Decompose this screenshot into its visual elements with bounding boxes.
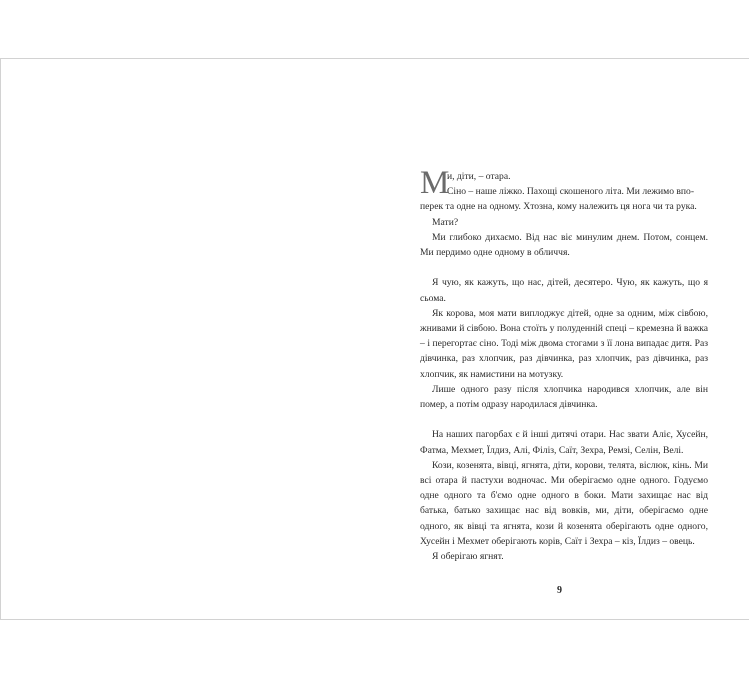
paragraph: Кози, козенята, вівці, ягнята, діти, корови, телята, віслюк, кінь. Ми всі отара й пастухи водночас. Ми оберігаємо одне одного. Годуємо одне одного та б'ємо одне одного в боки. Мати захищає нас від батька, батько захищає нас від вовків, ми, діти, оберігаємо одне одного, як вівці та ягнята, кози й козенята оберігають одне одного, Хусейн і Мехмет оберігають корів, Саїт і Зехра – кіз, Їлдиз – овець. (420, 459, 708, 547)
drop-cap: М (420, 165, 450, 201)
section-break (420, 260, 708, 275)
paragraph: Я оберігаю ягнят. (432, 551, 504, 563)
section-break (420, 412, 708, 427)
paragraph: Мати? (432, 216, 459, 228)
paragraph: Як корова, моя мати виплоджує дітей, одне за одним, між сівбою, жнивами й сівбою. Вона стоїть у полуденній спеці – кремезна й важка – і перегортає сіно. Тоді між двома стогами з її лона випадає дитя. Раз дівчинка, раз хлопчик, раз дівчинка, раз хлопчик, раз дівчинка, раз хлопчик, як намистини на мотузку. (420, 307, 708, 380)
opening-text: и, діти, – отара. (447, 171, 511, 182)
page-text (420, 165, 708, 564)
paragraph: Лише одного разу після хлопчика народився хлопчик, але він помер, а потім одразу народилася дівчинка. (420, 383, 708, 411)
paragraph: перек та одне на одному. Хтозна, кому належить ця нога чи та рука. (420, 201, 697, 213)
paragraph: На наших пагорбах є й інші дитячі отари. Нас звати Аліє, Хусейн, Фатма, Мехмет, Їлдиз, Алі, Філіз, Саїт, Зехра, Ремзі, Селін, Велі. (420, 429, 708, 456)
paragraph: Я чую, як кажуть, що нас, дітей, десятеро. Чую, як кажуть, що я сьома. (420, 277, 708, 304)
paragraph-line: Сіно – наше ліжко. Пахощі скошеного літа. Ми лежимо впо- (447, 186, 695, 198)
page-number: 9 (557, 585, 562, 596)
paragraph: Ми глибоко дихаємо. Від нас віє минулим днем. Потом, сонцем. Ми пердимо одне одному в обличчя. (420, 231, 708, 258)
